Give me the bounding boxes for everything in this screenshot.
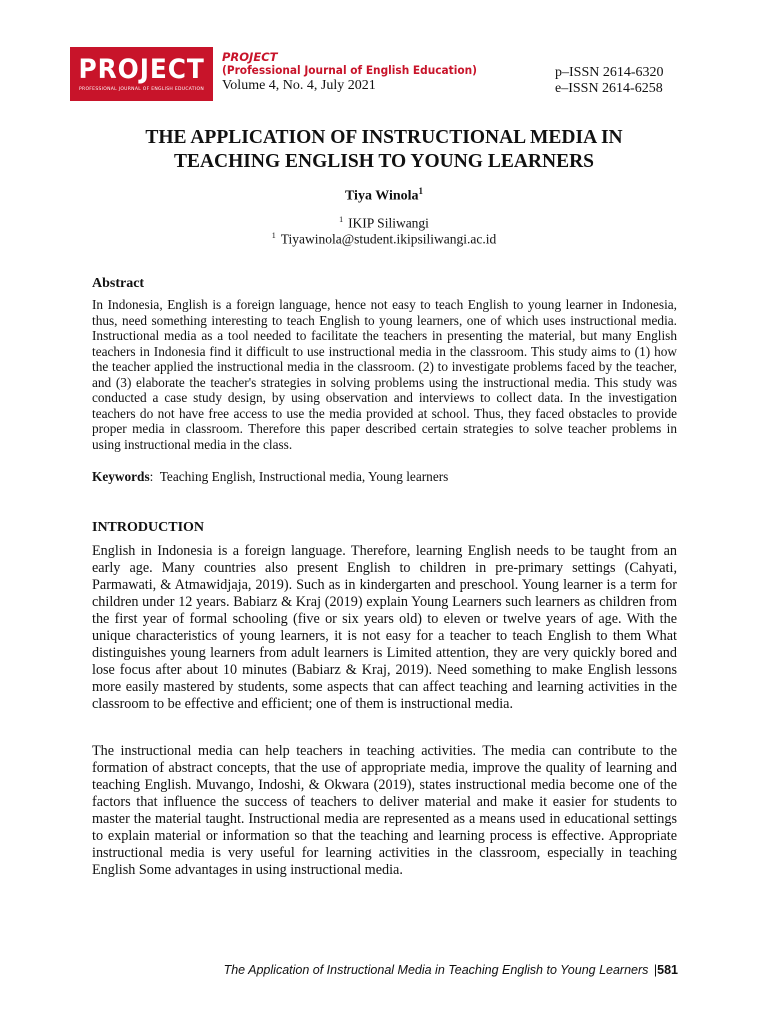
journal-volume: Volume 4, No. 4, July 2021 <box>222 78 376 93</box>
keywords-colon: : <box>149 469 160 484</box>
paper-title <box>60 126 708 174</box>
issn-info <box>555 65 664 97</box>
print-issn: p–ISSN 2614-6320 <box>555 65 664 80</box>
journal-name: PROJECT <box>222 50 278 64</box>
journal-full-name: (Professional Journal of English Education) <box>222 63 477 77</box>
body-paragraph: The instructional media can help teachers in teaching activities. The media can contribute to the formation of abstract concepts, that the use of appropriate media, improve the quality of learning and teaching English. Muvango, Indoshi, & Okwara (2019), states instructional media become one of the factors that influence the success of teachers to deliver material and make it easier for students to master the material taught. Instructional media are represented as a means used in educational settings to explain material or information so that the teaching and learning process is effective. Appropriate instructional media is very useful for learning activities in the classroom, especially in teaching English Some advantages in using instructional media. <box>92 743 677 879</box>
page-number: 581 <box>657 963 678 977</box>
footer-separator: | <box>653 963 658 977</box>
abstract-body: In Indonesia, English is a foreign language, hence not easy to teach English to young learner in Indonesia, thus, need something interesting to teach English to young learners, one of which uses instructional media. Instructional media as a tool needed to facilitate the teachers in presenting the material, but many English teachers in Indonesia find it difficult to use instructional media in the classroom. This study aims to (1) how the teacher applied the instructional media in the classroom. (2) to investigate problems faced by the teacher, and (3) elaborate the teacher's strategies in solving problems using the instructional media. This study was conducted a case study design, by using observation and interviews to collect data. In the investigation teachers do not have free access to use the media provided at school. Thus, they faced obstacles to provide proper media in classroom. Therefore this paper described certain strategies to solve teacher problems in using instructional media in the class. <box>92 297 677 452</box>
body-paragraph: English in Indonesia is a foreign language. Therefore, learning English needs to be taught from an early age. Many countries also present English to children in pre-primary settings (Cahyati, Parmawati, & Atmawidjaja, 2019). Such as in kindergarten and preschool. Young learner is a term for children under 12 years. Babiarz & Kraj (2019) explain Young Learners such learners as children from the first year of formal schooling (five or six years old) to eleven or twelve years of age. With the unique characteristics of young learners, it is not easy for a teacher to teach English to them What distinguishes young learners from adult learners is Limited attention, they are very quickly bored and lose focus after about 10 minutes (Babiarz & Kraj, 2019). Need something to make English lessons more easily mastered by students, some aspects that can affect teaching and learning activities in the classroom to be effective and efficient; one of them is instructional media. <box>92 543 677 713</box>
title-line: THE APPLICATION OF INSTRUCTIONAL MEDIA IN <box>145 127 623 148</box>
affiliation-superscript: 1 <box>339 215 344 224</box>
electronic-issn: e–ISSN 2614-6258 <box>555 81 663 96</box>
journal-header <box>70 47 700 103</box>
keywords-label: Keywords <box>92 469 150 484</box>
author-email <box>0 228 768 248</box>
author-superscript: 1 <box>418 186 424 196</box>
page-footer <box>0 963 678 977</box>
author-name <box>0 186 768 205</box>
journal-logo <box>70 47 213 101</box>
logo-wordmark: PROJECT <box>78 54 205 85</box>
affiliation-text: IKIP Siliwangi <box>348 215 429 231</box>
email-superscript: 1 <box>271 231 276 240</box>
keywords <box>92 469 448 485</box>
title-line: TEACHING ENGLISH TO YOUNG LEARNERS <box>173 151 595 172</box>
abstract-heading: Abstract <box>92 276 145 291</box>
author-name-text: Tiya Winola <box>344 188 419 204</box>
journal-info <box>222 51 499 94</box>
logo-subtext: PROFESSIONAL JOURNAL OF ENGLISH EDUCATION <box>79 87 204 92</box>
keywords-list: Teaching English, Instructional media, Young learners <box>159 469 449 484</box>
running-title: The Application of Instructional Media in Teaching English to Young Learners <box>223 963 649 977</box>
email-text: Tiyawinola@student.ikipsiliwangi.ac.id <box>280 231 497 247</box>
introduction-heading: INTRODUCTION <box>92 520 205 535</box>
